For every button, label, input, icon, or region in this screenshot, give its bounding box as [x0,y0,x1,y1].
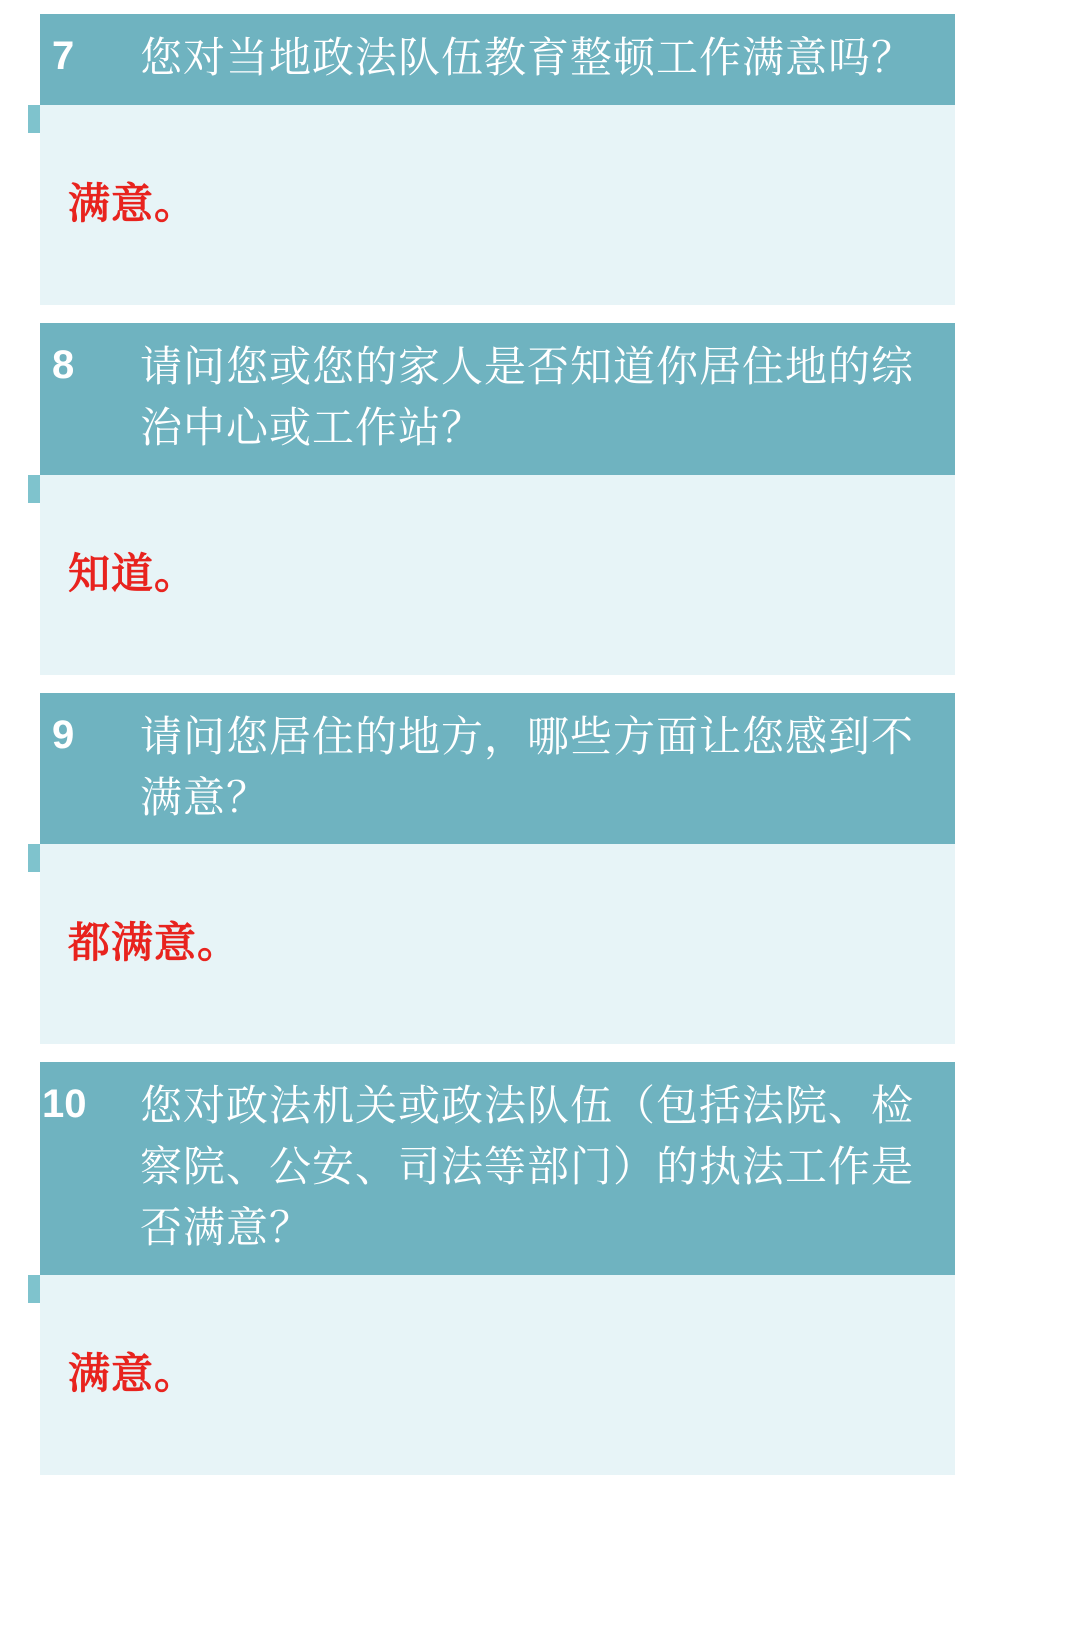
question-number: 7 [52,34,75,78]
question-text: 您对当地政法队伍教育整顿工作满意吗？ [140,34,915,81]
question-number: 8 [52,342,75,387]
answer-text: 满意。 [68,179,198,227]
answer-notch [28,1275,40,1303]
answer-notch [28,105,40,133]
answer-text: 知道。 [68,549,198,597]
qa-item [0,693,1080,1045]
answer-row [40,105,955,305]
answer-text: 都满意。 [68,919,241,967]
qa-item [0,1062,1080,1475]
question-row [40,14,955,105]
answer-row [40,475,955,675]
answer-notch [28,844,40,872]
question-text: 您对政法机关或政法队伍（包括法院、检察院、公安、司法等部门）的执法工作是否满意？ [140,1082,915,1252]
qa-item [0,14,1080,305]
question-row [40,693,955,845]
question-number: 9 [52,712,75,757]
question-text: 请问您居住的地方，哪些方面让您感到不满意？ [140,712,915,821]
question-row [40,323,955,475]
answer-row [40,844,955,1044]
answer-row [40,1275,955,1475]
qa-item [0,323,1080,675]
answer-notch [28,475,40,503]
answer-text: 满意。 [68,1350,198,1398]
question-row [40,1062,955,1275]
question-text: 请问您或您的家人是否知道你居住地的综治中心或工作站？ [140,342,915,451]
question-number: 10 [42,1082,87,1127]
